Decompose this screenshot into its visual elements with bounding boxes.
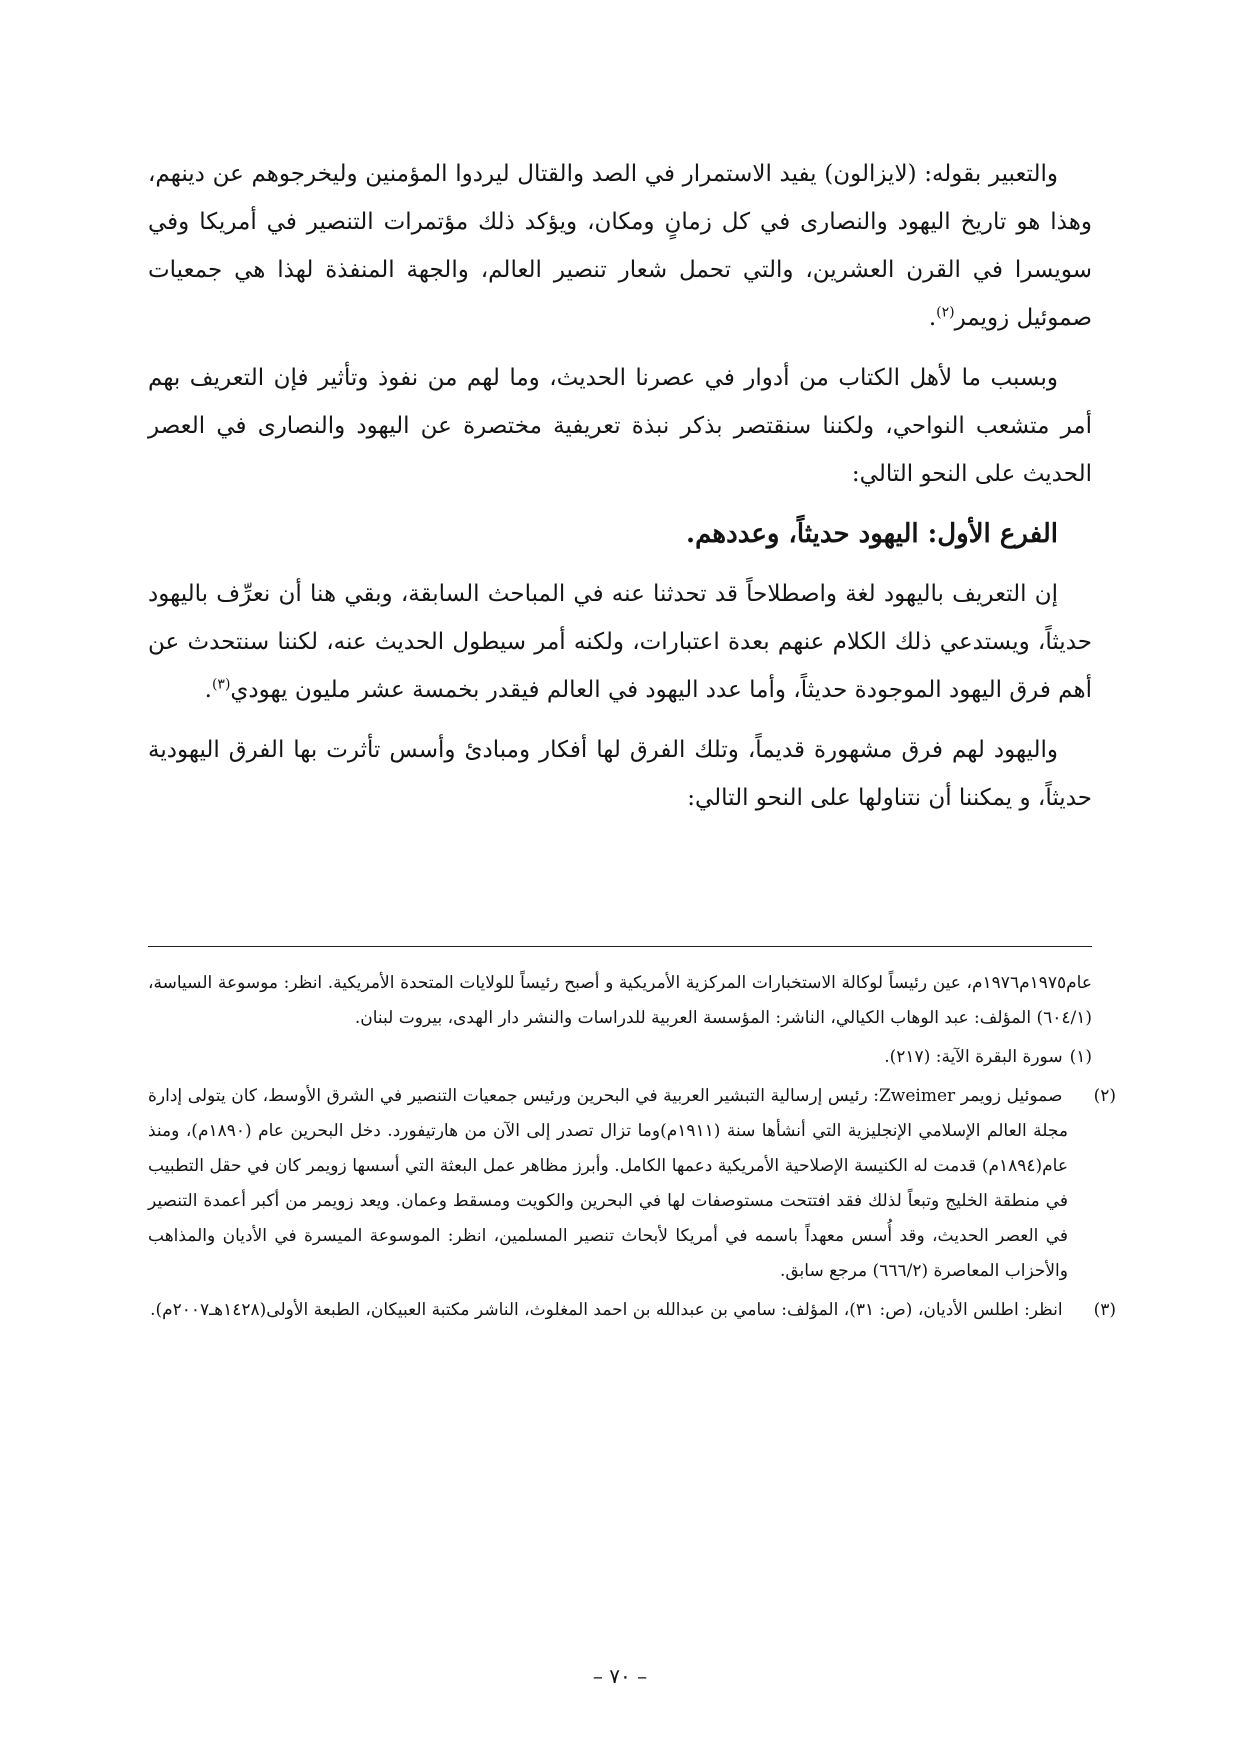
paragraph-2-text: وبسبب ما لأهل الكتاب من أدوار في عصرنا الحديث، وما لهم من نفوذ وتأثير فإن التعريف بهم أمر متشعب النواحي، ولكننا سنقتصر بذكر نبذة تعريفية مختصرة عن اليهود والنصارى في العصر الحديث على النحو التالي: <box>148 365 1092 487</box>
paragraph-3 <box>148 570 1092 714</box>
paragraph-1 <box>148 150 1092 342</box>
footnotes <box>148 966 1116 1332</box>
footnote-ref-2[interactable]: (٢) <box>936 304 955 321</box>
paragraph-3-text: إن التعريف باليهود لغة واصطلاحاً قد تحدثنا عنه في المباحث السابقة، وبقي هنا أن نعرِّف باليهود حديثاً، ويستدعي ذلك الكلام عنهم بعدة اعتبارات، ولكنه أمر سيطول الحديث عنه، لكننا سنتحدث عن أهم فرق اليهود الموجودة حديثاً، وأما عدد اليهود في العالم فيقدر بخمسة عشر مليون يهودي <box>148 581 1092 703</box>
section-heading-title: اليهود حديثاً، وعددهم. <box>686 519 919 549</box>
footnote-3-text: انظر: اطلس الأديان، (ص: ٣١)، المؤلف: سامي بن عبدالله بن احمد المغلوث، الناشر مكتبة العبيكان، الطبعة الأولى(١٤٢٨هـ٢٠٠٧م). <box>150 1300 1063 1320</box>
footnote-3-number: (٣) <box>1093 1300 1116 1320</box>
footnote-2-number: (٢) <box>1093 1086 1116 1106</box>
page-number: – ٧٠ – <box>592 1664 648 1688</box>
footnote-separator <box>148 946 1092 947</box>
section-heading-label: الفرع الأول <box>937 519 1058 549</box>
footnote-continuation: عام١٩٧٥م١٩٧٦م، عين رئيساً لوكالة الاستخبارات المركزية الأمريكية و أصبح رئيساً للولايات المتحدة الأمريكية. انظر: موسوعة السياسة، (٦٠٤/١) المؤلف: عبد الوهاب الكيالي، الناشر: المؤسسة العربية للدراسات والنشر دار الهدى، بيروت لبنان. <box>148 973 1092 1028</box>
footnote-1-text: سورة البقرة الآية: (٢١٧). <box>884 1047 1063 1067</box>
paragraph-2 <box>148 354 1092 498</box>
footnote-3 <box>148 1293 1116 1328</box>
footnote-1 <box>148 1040 1092 1075</box>
footnote-ref-3[interactable]: (٣) <box>211 676 231 693</box>
paragraph-1-text: والتعبير بقوله: (لايزالون) يفيد الاستمرار في الصد والقتال ليردوا المؤمنين وليخرجوهم عن دينهم، وهذا هو تاريخ اليهود والنصارى في كل زمانٍ ومكان، ويؤكد ذلك مؤتمرات التنصير في أمريكا وفي سويسرا في القرن العشرين، والتي تحمل شعار تنصير العالم، والجهة المنفذة لهذا هي جمعيات صموئيل زويمر <box>148 161 1092 331</box>
body-text <box>148 150 1092 834</box>
paragraph-4 <box>148 726 1092 822</box>
paragraph-3-period: . <box>204 677 212 703</box>
footnote-2 <box>148 1079 1116 1289</box>
section-heading-separator: : <box>918 519 938 549</box>
section-heading <box>148 510 1092 558</box>
paragraph-1-period: . <box>928 305 937 331</box>
footnote-2-text: صموئيل زويمر Zweimer: رئيس إرسالية التبشير العربية في البحرين ورئيس جمعيات التنصير في الشرق الأوسط، كان يتولى إدارة مجلة العالم الإسلامي الإنجليزية التي أنشأها سنة (١٩١١م)وما تزال تصدر إلى الآن من هارتيفورد. دخل البحرين عام (١٨٩٠م)، ومنذ عام(١٨٩٤م) قدمت له الكنيسة الإصلاحية الأمريكية دعمها الكامل. وأبرز مظاهر عمل البعثة التي أسسها زويمر كان في حقل التطبيب في منطقة الخليج وتبعاً لذلك فقد افتتحت مستوصفات لها في البحرين والكويت ومسقط وعمان. ويعد زويمر من أكبر أعمدة التنصير في العصر الحديث، وقد أُسس معهداً باسمه في أمريكا لأبحاث تنصير المسلمين، انظر: الموسوعة الميسرة في الأديان والمذاهب والأحزاب المعاصرة (٦٦٦/٢) مرجع سابق. <box>148 1086 1068 1281</box>
footnote-1-number: (١) <box>1069 1047 1092 1067</box>
paragraph-4-text: واليهود لهم فرق مشهورة قديماً، وتلك الفرق لها أفكار ومبادئ وأسس تأثرت بها الفرق اليهودية حديثاً، و يمكننا أن نتناولها على النحو التالي: <box>148 737 1092 811</box>
